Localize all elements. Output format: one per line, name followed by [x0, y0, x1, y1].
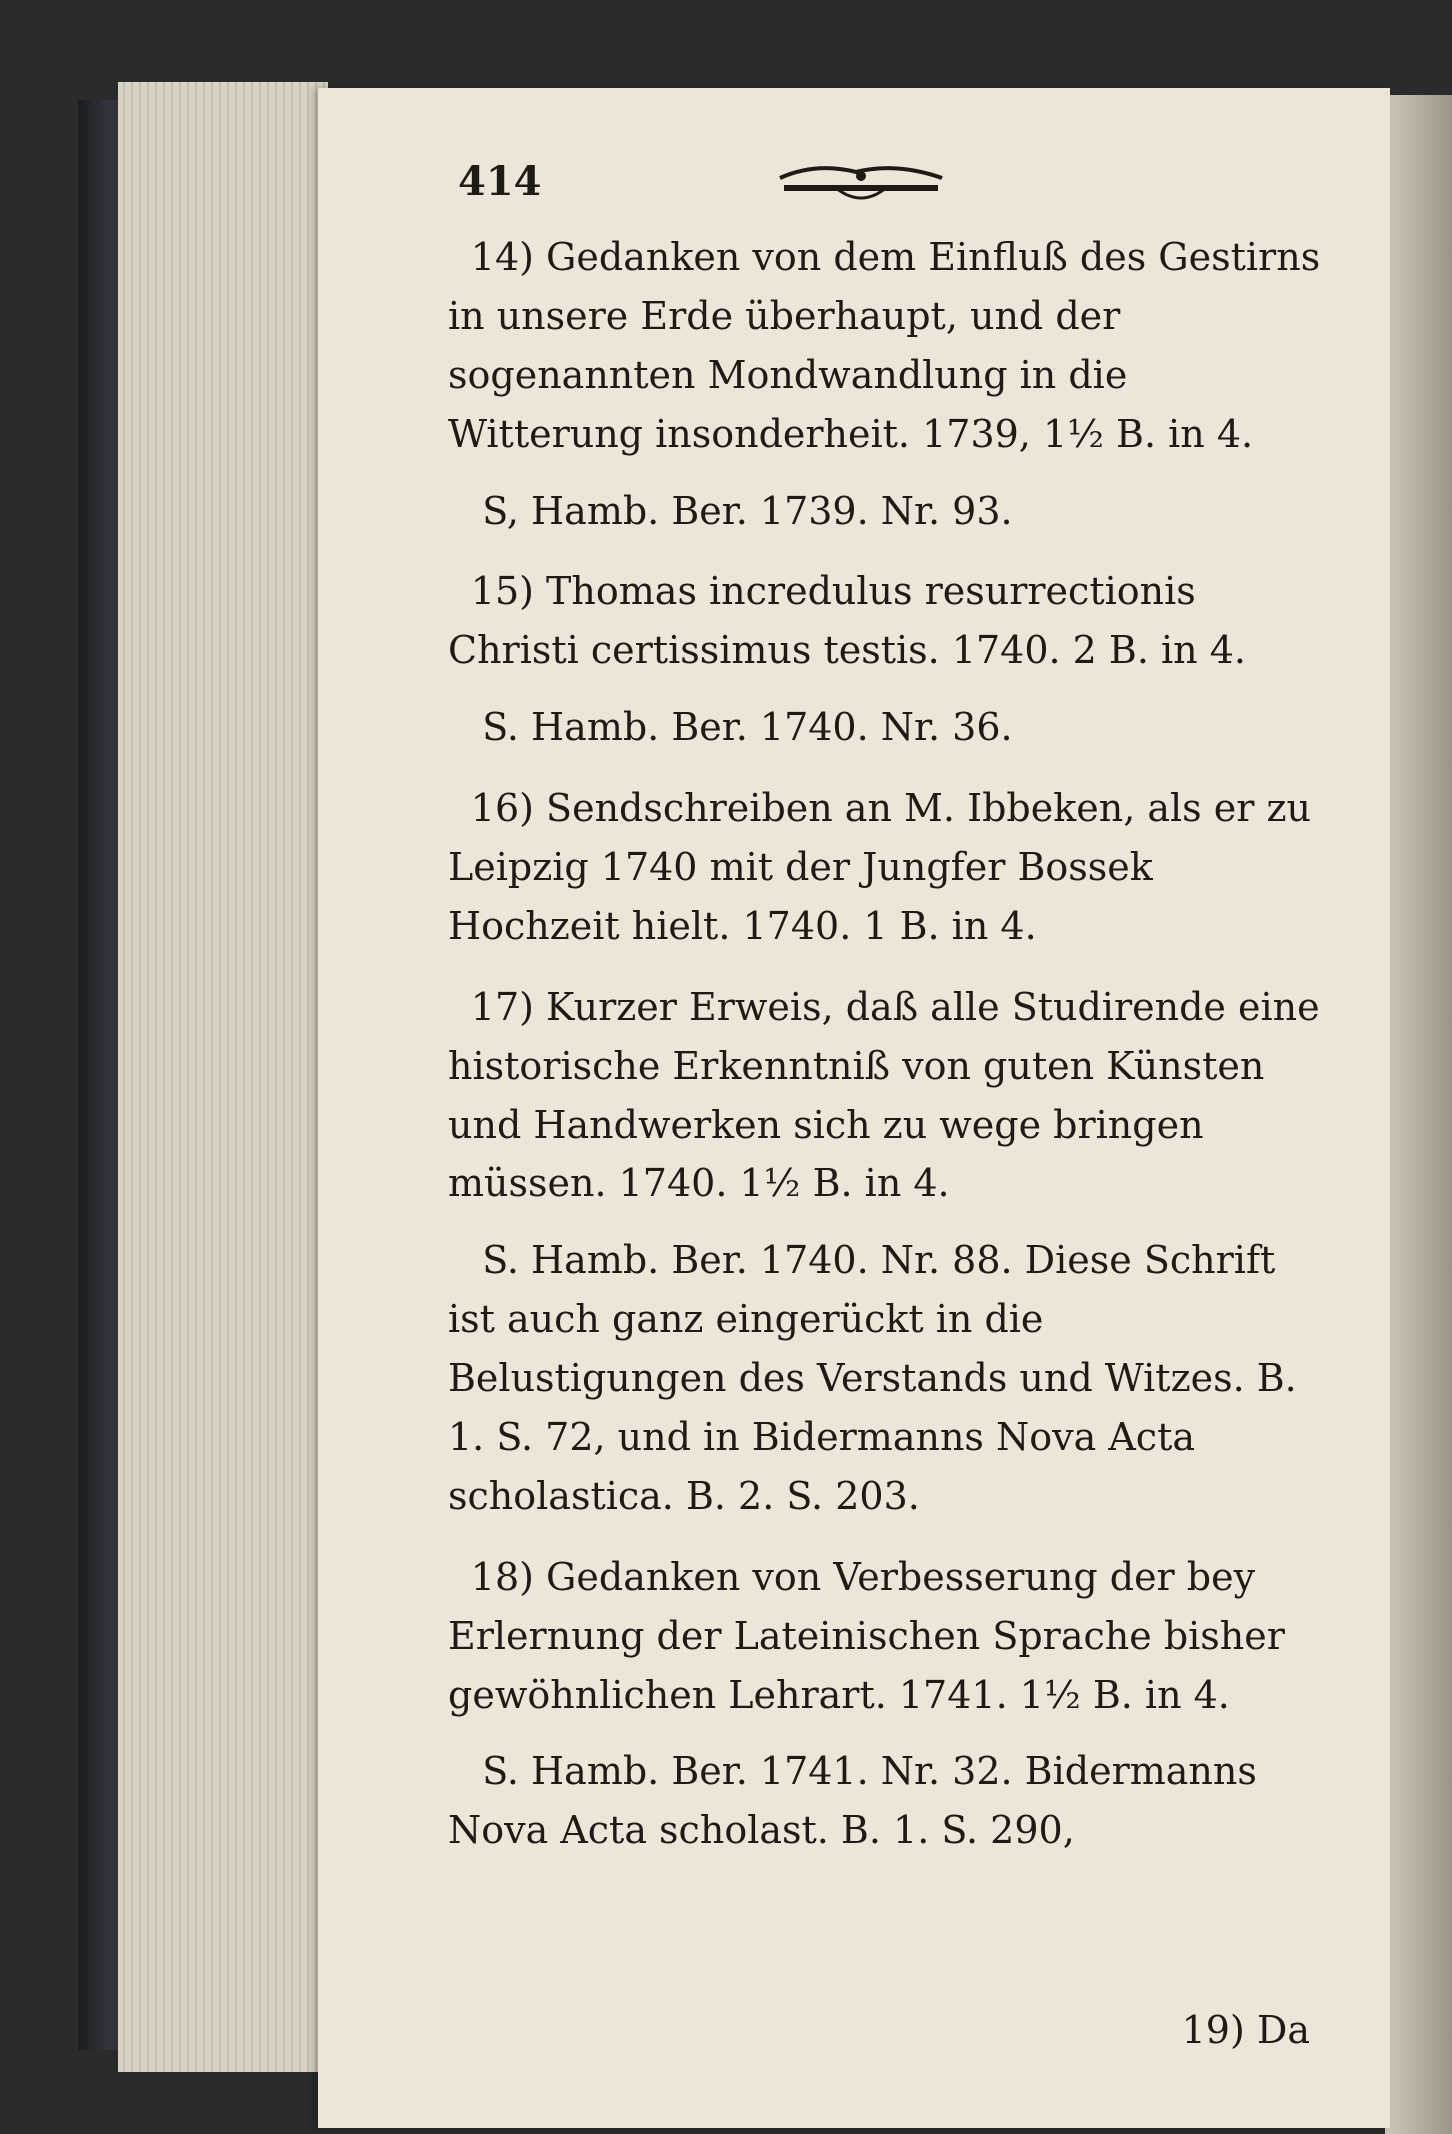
book-page — [318, 88, 1390, 2128]
catchword: 19) Da — [1181, 2008, 1310, 2052]
entry-title: 16) Sendschreiben an M. Ibbeken, als er zu Leipzig 1740 mit der Jungfer Bossek Hochzeit hielt. 1740. 1 B. in 4. — [448, 786, 1311, 948]
entry-17 — [448, 978, 1328, 1526]
entry-reference: S. Hamb. Ber. 1740. Nr. 36. — [482, 705, 1013, 750]
entry-title: 18) Gedanken von Verbesserung der bey Erlernung der Lateinischen Sprache bisher gewöhnlichen Lehrart. 1741. 1½ B. in 4. — [448, 1554, 1285, 1717]
entry-16 — [448, 779, 1328, 956]
facing-page-edge — [1385, 95, 1452, 2134]
page-header — [458, 158, 1318, 218]
entry-reference: S. Hamb. Ber. 1741. Nr. 32. Bidermanns Nova Acta scholast. B. 1. S. 290, — [448, 1749, 1257, 1853]
entry-15 — [448, 562, 1328, 757]
page-number: 414 — [458, 158, 542, 205]
page-edges — [118, 82, 328, 2072]
entry-18 — [448, 1548, 1328, 1860]
entry-title: 15) Thomas incredulus resurrectionis Christi certissimus testis. 1740. 2 B. in 4. — [448, 569, 1246, 673]
entry-title: 17) Kurzer Erweis, daß alle Studirende eine historische Erkenntniß von guten Künsten und Handwerken sich zu wege bringen müssen. 1740. 1½ B. in 4. — [448, 984, 1320, 1206]
ornament-icon — [776, 158, 946, 206]
entry-title: 14) Gedanken von dem Einfluß des Gestirns in unsere Erde überhaupt, und der sogenannten Mondwandlung in die Witterung insonderheit. 1739, 1½ B. in 4. — [448, 235, 1321, 456]
entry-reference: S, Hamb. Ber. 1739. Nr. 93. — [482, 488, 1013, 533]
entry-14 — [448, 228, 1328, 540]
page-content — [448, 228, 1328, 1882]
entry-reference: S. Hamb. Ber. 1740. Nr. 88. Diese Schrift ist auch ganz eingerückt in die Belustigungen des Verstands und Witzes. B. 1. S. 72, und in Bidermanns Nova Acta scholastica. B. 2. S. 203. — [448, 1238, 1297, 1518]
